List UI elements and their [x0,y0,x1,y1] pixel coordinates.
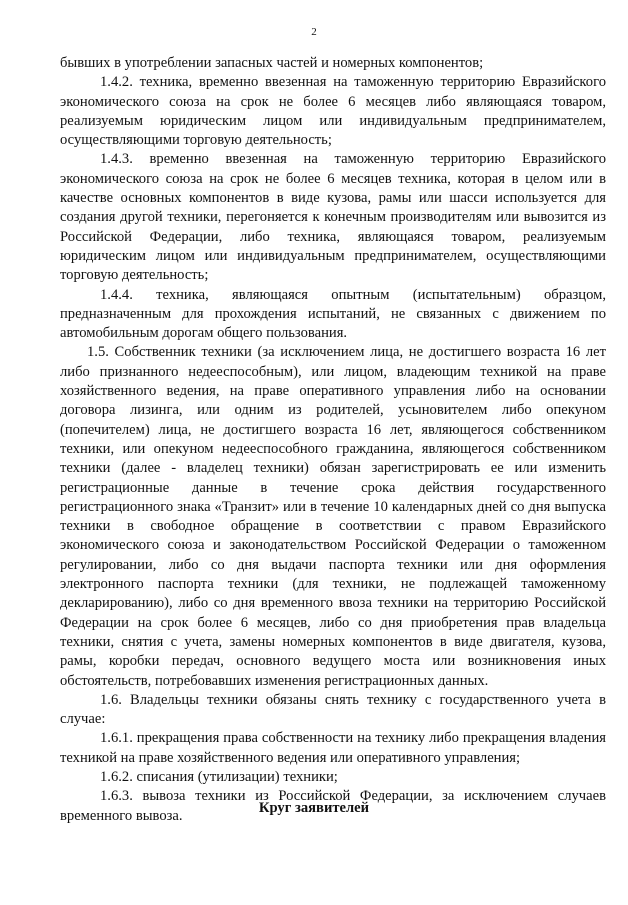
paragraph-1-6-3: 1.6.3. вывоза техники из Российской Федерации, за исключением случаев временного вывоза. [60,788,606,824]
paragraph-1-4-4: 1.4.4. техника, являющаяся опытным (испытательным) образцом, предназначенным для прохождения испытаний, не связанных с движением по автомобильным дорогам общего пользования. [60,286,606,342]
paragraph-continuation: бывших в употреблении запасных частей и номерных компонентов; [60,55,484,71]
page-number: 2 [311,26,317,38]
paragraph-1-6: 1.6. Владельцы техники обязаны снять технику с государственного учета в случае: [60,691,606,728]
paragraph-1-5: 1.5. Собственник техники (за исключением лица, не достигшего возраста 16 лет либо признанного недееспособным), или лицом, владеющим техникой на праве хозяйственного ведения, на праве оперативного управления либо на основании договора лизинга, или одним из родителей, усыновителем либо опекуном (попечителем) лица, не достигшего возраста 16 лет, являющегося собственником техники, или опекуном недееспособного гражданина, являющегося собственником техники (далее - владелец техники) обязан зарегистрировать ее или изменить регистрационные данные в течение срока действия государственного регистрационного знака «Транзит» или в течение 10 календарных дней со дня выпуска техники в свободное обращение в соответствии с правом Евразийского экономического союза и законодательством Российской Федерации о таможенном регулировании, либо со дня выдачи паспорта техники или дня оформления электронного паспорта техники (для техники, не подлежащей таможенному декларированию), либо со дня временного ввоза техники на территорию Российской Федерации на срок более 6 месяцев, либо со дня приобретения прав владельца техники, снятия с учета, замены номерных компонентов в виде двигателя, кузова, рамы, коробки передач, основного ведущего моста или возникновения иных обстоятельств, потребовавших изменения регистрационных данных. [60,344,606,689]
paragraph-1-4-3: 1.4.3. временно ввезенная на таможенную территорию Евразийского экономического союза на срок не более 6 месяцев техника, которая в целом или в качестве основных компонентов в виде кузова, рамы или шасси используется для создания другой техники, перегоняется к конечным производителям или вывозится из Российской Федерации, либо техника, являющаяся товаром, реализуемым юридическим лицом или индивидуальным предпринимателем, осуществляющими торговую деятельность; [60,151,606,284]
document-body [60,54,606,826]
section-heading: Круг заявителей [258,800,370,816]
paragraph-1-6-1: 1.6.1. прекращения права собственности на технику либо прекращения владения техникой на праве хозяйственного ведения или оперативного управления; [60,730,606,766]
paragraph-1-6-2: 1.6.2. списания (утилизации) техники; [100,768,338,785]
paragraph-1-4-2: 1.4.2. техника, временно ввезенная на таможенную территорию Евразийского экономического союза на срок не более 6 месяцев либо являющаяся товаром, реализуемым юридическим лицом или индивидуальным предпринимателем, осуществляющими торговую деятельность; [60,74,606,149]
